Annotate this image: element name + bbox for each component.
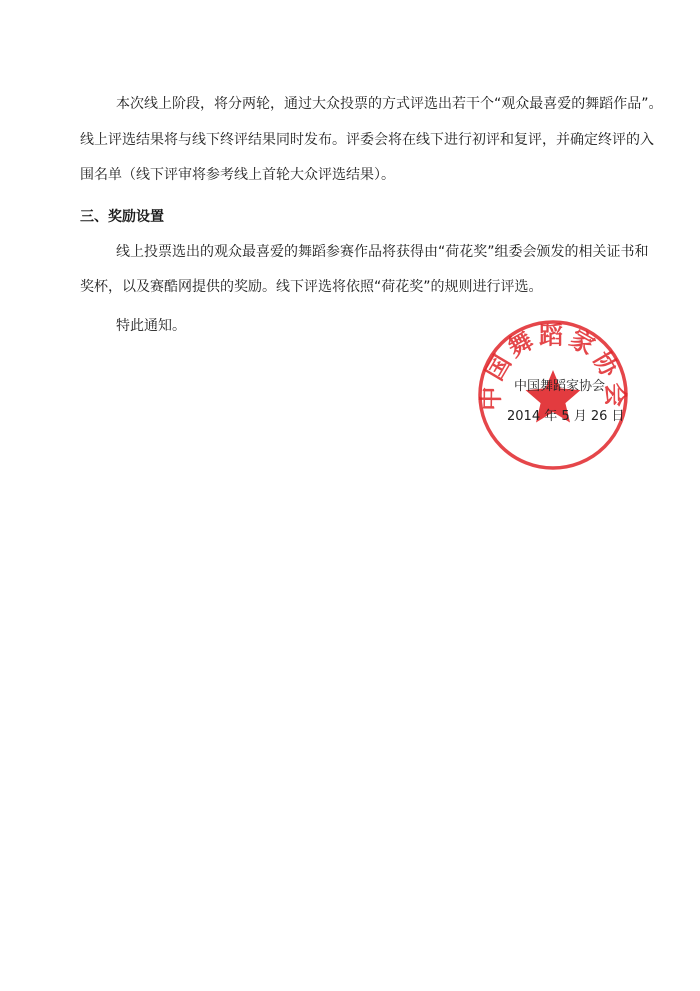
signature-organization: 中国舞蹈家协会 (514, 379, 606, 394)
paragraph-2: 线上评选结果将与线下终评结果同时发布。评委会将在线下进行初评和复评，并确定终评的入 (80, 132, 654, 148)
svg-text:中国舞蹈家协会: 中国舞蹈家协会 (476, 320, 630, 411)
closing-text: 特此通知。 (116, 318, 186, 334)
official-seal-stamp (476, 318, 630, 472)
section-paragraph-2: 奖杯，以及赛酷网提供的奖励。线下评选将依照“荷花奖”的规则进行评选。 (80, 279, 543, 295)
paragraph-1: 本次线上阶段，将分两轮，通过大众投票的方式评选出若干个“观众最喜爱的舞蹈作品”。 (116, 96, 663, 112)
section-heading: 三、奖励设置 (80, 209, 164, 225)
paragraph-3: 围名单（线下评审将参考线上首轮大众评选结果）。 (80, 167, 395, 183)
signature-date: 2014 年 5 月 26 日 (507, 409, 625, 424)
section-paragraph-1: 线上投票选出的观众最喜爱的舞蹈参赛作品将获得由“荷花奖”组委会颁发的相关证书和 (116, 244, 649, 260)
